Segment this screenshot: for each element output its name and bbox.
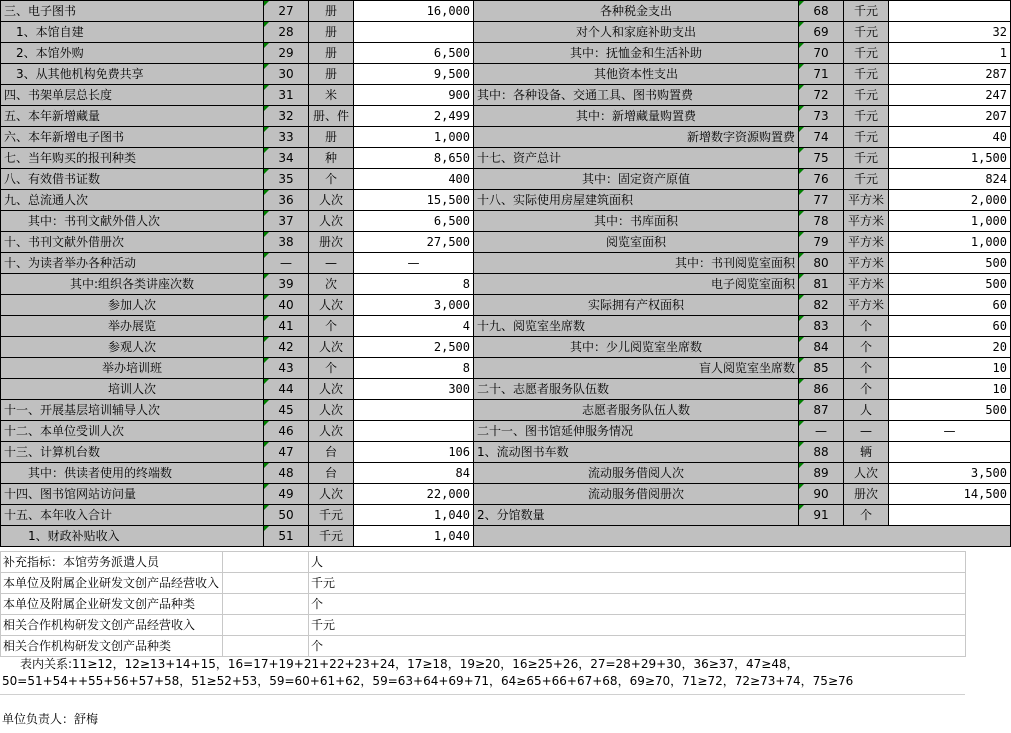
right-code-cell[interactable]: 82 [799, 295, 844, 316]
right-value-cell[interactable]: 500 [889, 400, 1011, 421]
left-code-cell[interactable]: 47 [264, 442, 309, 463]
right-code-cell[interactable]: 86 [799, 379, 844, 400]
right-value-cell[interactable]: 2,000 [889, 190, 1011, 211]
supplement-label-cell: 本单位及附属企业研发文创产品经营收入 [1, 573, 223, 594]
left-code-cell[interactable]: 49 [264, 484, 309, 505]
left-value-cell[interactable]: 1,040 [354, 505, 474, 526]
right-unit-cell[interactable]: 册次 [844, 484, 889, 505]
supplement-label-cell: 相关合作机构研发文创产品种类 [1, 636, 223, 657]
table-row [1, 127, 1011, 148]
right-value-cell[interactable]: 60 [889, 295, 1011, 316]
left-item-name-cell[interactable]: 其中:组织各类讲座次数 [1, 274, 264, 295]
table-row [1, 85, 1011, 106]
left-value-cell[interactable]: 8 [354, 358, 474, 379]
left-code-cell[interactable]: 28 [264, 22, 309, 43]
right-item-name-cell[interactable]: 对个人和家庭补助支出 [474, 22, 799, 43]
table-row [1, 379, 1011, 400]
left-unit-cell[interactable]: 册次 [309, 232, 354, 253]
relations-label: 表内关系: [20, 657, 73, 671]
right-value-cell[interactable]: 20 [889, 337, 1011, 358]
left-value-cell[interactable]: 2,499 [354, 106, 474, 127]
right-unit-cell[interactable]: 个 [844, 358, 889, 379]
left-item-name-cell[interactable]: 七、当年购买的报刊种类 [1, 148, 264, 169]
left-item-name-cell[interactable]: 3、从其他机构免费共享 [1, 64, 264, 85]
right-value-cell[interactable]: 14,500 [889, 484, 1011, 505]
right-code-cell[interactable]: 89 [799, 463, 844, 484]
right-item-name-cell[interactable]: 新增数字资源购置费 [474, 127, 799, 148]
supplement-unit-cell: 人 [309, 552, 966, 573]
supplement-value-cell[interactable] [223, 594, 309, 615]
left-value-cell[interactable] [354, 421, 474, 442]
left-value-cell[interactable]: 6,500 [354, 43, 474, 64]
right-item-name-cell[interactable]: 十八、实际使用房屋建筑面积 [474, 190, 799, 211]
left-value-cell[interactable]: 27,500 [354, 232, 474, 253]
left-code-cell[interactable]: 41 [264, 316, 309, 337]
left-code-cell[interactable]: 38 [264, 232, 309, 253]
right-unit-cell[interactable]: 千元 [844, 1, 889, 22]
left-item-name-cell[interactable]: 十二、本单位受训人次 [1, 421, 264, 442]
left-code-cell[interactable]: 34 [264, 148, 309, 169]
right-unit-cell[interactable]: 千元 [844, 43, 889, 64]
left-item-name-cell[interactable]: 其中：书刊文献外借人次 [1, 211, 264, 232]
supplement-unit-cell: 个 [309, 594, 966, 615]
left-unit-cell[interactable]: 台 [309, 463, 354, 484]
right-value-cell[interactable]: 3,500 [889, 463, 1011, 484]
left-code-cell[interactable]: 35 [264, 169, 309, 190]
left-value-cell[interactable]: 900 [354, 85, 474, 106]
left-code-cell[interactable]: — [264, 253, 309, 274]
left-value-cell[interactable]: 22,000 [354, 484, 474, 505]
table-row [1, 358, 1011, 379]
supplementary-indicators-table [0, 551, 966, 657]
right-item-name-cell[interactable]: 十七、资产总计 [474, 148, 799, 169]
table-row [1, 232, 1011, 253]
right-value-cell[interactable]: 40 [889, 127, 1011, 148]
right-code-cell[interactable]: 76 [799, 169, 844, 190]
supplement-value-cell[interactable] [223, 552, 309, 573]
left-item-name-cell[interactable]: 举办展览 [1, 316, 264, 337]
right-unit-cell[interactable]: 个 [844, 316, 889, 337]
left-item-name-cell[interactable]: 四、书架单层总长度 [1, 85, 264, 106]
table-row [1, 337, 1011, 358]
table-row [1, 43, 1011, 64]
right-item-name-cell[interactable]: 十九、阅览室坐席数 [474, 316, 799, 337]
supplement-row [1, 552, 966, 573]
left-code-cell[interactable]: 44 [264, 379, 309, 400]
right-item-name-cell[interactable]: 其中：新增藏量购置费 [474, 106, 799, 127]
right-code-cell[interactable]: 73 [799, 106, 844, 127]
right-unit-cell[interactable]: 辆 [844, 442, 889, 463]
right-unit-cell[interactable]: 千元 [844, 148, 889, 169]
right-value-cell[interactable]: 500 [889, 274, 1011, 295]
right-code-cell[interactable]: 84 [799, 337, 844, 358]
left-value-cell[interactable]: 9,500 [354, 64, 474, 85]
table-row [1, 463, 1011, 484]
left-unit-cell[interactable]: 种 [309, 148, 354, 169]
left-code-cell[interactable]: 45 [264, 400, 309, 421]
left-item-name-cell[interactable]: 参观人次 [1, 337, 264, 358]
table-row [1, 442, 1011, 463]
table-relations-note [0, 656, 965, 690]
supplement-unit-cell: 千元 [309, 573, 966, 594]
right-value-cell[interactable]: 60 [889, 316, 1011, 337]
left-unit-cell[interactable]: 册、件 [309, 106, 354, 127]
right-code-cell[interactable]: 79 [799, 232, 844, 253]
table-row [1, 316, 1011, 337]
table-row [1, 421, 1011, 442]
left-value-cell[interactable]: 106 [354, 442, 474, 463]
right-unit-cell[interactable]: 千元 [844, 127, 889, 148]
right-value-cell[interactable]: 32 [889, 22, 1011, 43]
right-unit-cell[interactable]: 人次 [844, 463, 889, 484]
right-code-cell[interactable]: — [799, 421, 844, 442]
right-value-cell[interactable] [889, 1, 1011, 22]
left-unit-cell[interactable]: 人次 [309, 421, 354, 442]
right-code-cell[interactable]: 77 [799, 190, 844, 211]
right-item-name-cell[interactable]: 其中：抚恤金和生活补助 [474, 43, 799, 64]
left-unit-cell[interactable]: 个 [309, 316, 354, 337]
right-unit-cell[interactable]: 千元 [844, 22, 889, 43]
table-row [1, 484, 1011, 505]
left-unit-cell[interactable]: 台 [309, 442, 354, 463]
left-unit-cell[interactable]: 个 [309, 169, 354, 190]
right-value-cell[interactable]: 1 [889, 43, 1011, 64]
left-item-name-cell[interactable]: 1、财政补贴收入 [1, 526, 264, 547]
right-item-name-cell[interactable]: 二十、志愿者服务队伍数 [474, 379, 799, 400]
right-value-cell[interactable]: 247 [889, 85, 1011, 106]
left-unit-cell[interactable]: 人次 [309, 211, 354, 232]
left-item-name-cell[interactable]: 九、总流通人次 [1, 190, 264, 211]
table-row [1, 253, 1011, 274]
right-value-cell[interactable]: 1,000 [889, 232, 1011, 253]
supplement-row [1, 573, 966, 594]
right-value-cell[interactable]: 1,500 [889, 148, 1011, 169]
table-row [1, 274, 1011, 295]
left-code-cell[interactable]: 33 [264, 127, 309, 148]
supplement-value-cell[interactable] [223, 573, 309, 594]
table-row [1, 148, 1011, 169]
left-item-name-cell[interactable]: 十四、图书馆网站访问量 [1, 484, 264, 505]
right-code-cell[interactable]: 70 [799, 43, 844, 64]
left-unit-cell[interactable]: 人次 [309, 484, 354, 505]
left-value-cell[interactable]: 4 [354, 316, 474, 337]
left-value-cell[interactable] [354, 400, 474, 421]
supplement-row [1, 594, 966, 615]
right-item-name-cell[interactable]: 二十一、图书馆延伸服务情况 [474, 421, 799, 442]
right-unit-cell[interactable]: 平方米 [844, 211, 889, 232]
left-value-cell[interactable]: 2,500 [354, 337, 474, 358]
right-unit-cell[interactable]: 个 [844, 379, 889, 400]
left-item-name-cell[interactable]: 八、有效借书证数 [1, 169, 264, 190]
left-item-name-cell[interactable]: 举办培训班 [1, 358, 264, 379]
right-item-name-cell[interactable]: 盲人阅览室坐席数 [474, 358, 799, 379]
right-unit-cell[interactable]: 人 [844, 400, 889, 421]
right-unit-cell[interactable]: 千元 [844, 64, 889, 85]
right-code-cell[interactable]: 80 [799, 253, 844, 274]
right-item-name-cell[interactable]: 阅览室面积 [474, 232, 799, 253]
right-unit-cell[interactable]: — [844, 421, 889, 442]
left-item-name-cell[interactable]: 十三、计算机台数 [1, 442, 264, 463]
right-value-cell[interactable]: 500 [889, 253, 1011, 274]
right-unit-cell[interactable]: 平方米 [844, 274, 889, 295]
left-unit-cell[interactable]: 千元 [309, 505, 354, 526]
right-value-cell[interactable]: 287 [889, 64, 1011, 85]
right-item-name-cell[interactable]: 电子阅览室面积 [474, 274, 799, 295]
supplement-value-cell[interactable] [223, 615, 309, 636]
right-value-cell[interactable]: 1,000 [889, 211, 1011, 232]
table-row [1, 400, 1011, 421]
left-item-name-cell[interactable]: 六、本年新增电子图书 [1, 127, 264, 148]
table-row [1, 22, 1011, 43]
left-unit-cell[interactable]: 册 [309, 1, 354, 22]
supplement-label-cell: 相关合作机构研发文创产品经营收入 [1, 615, 223, 636]
left-value-cell[interactable]: 3,000 [354, 295, 474, 316]
right-item-name-cell[interactable]: 其中：书刊阅览室面积 [474, 253, 799, 274]
left-value-cell[interactable]: 1,000 [354, 127, 474, 148]
right-code-cell[interactable]: 78 [799, 211, 844, 232]
right-item-name-cell[interactable]: 其中：书库面积 [474, 211, 799, 232]
left-unit-cell[interactable]: 册 [309, 43, 354, 64]
right-item-name-cell[interactable]: 各种税金支出 [474, 1, 799, 22]
left-unit-cell[interactable]: — [309, 253, 354, 274]
left-item-name-cell[interactable]: 1、本馆自建 [1, 22, 264, 43]
right-value-cell[interactable]: 824 [889, 169, 1011, 190]
table-row [1, 106, 1011, 127]
right-code-cell[interactable]: 83 [799, 316, 844, 337]
right-unit-cell[interactable]: 千元 [844, 106, 889, 127]
right-code-cell[interactable]: 71 [799, 64, 844, 85]
right-item-name-cell[interactable]: 2、分馆数量 [474, 505, 799, 526]
supplement-label-cell: 本单位及附属企业研发文创产品种类 [1, 594, 223, 615]
left-code-cell[interactable]: 40 [264, 295, 309, 316]
footer-divider [0, 694, 965, 695]
right-code-cell[interactable]: 68 [799, 1, 844, 22]
supplement-row [1, 615, 966, 636]
left-unit-cell[interactable]: 米 [309, 85, 354, 106]
table-row [1, 211, 1011, 232]
left-item-name-cell[interactable]: 2、本馆外购 [1, 43, 264, 64]
left-item-name-cell[interactable]: 三、电子图书 [1, 1, 264, 22]
left-code-cell[interactable]: 29 [264, 43, 309, 64]
left-value-cell[interactable]: 6,500 [354, 211, 474, 232]
left-code-cell[interactable]: 42 [264, 337, 309, 358]
table-row [1, 295, 1011, 316]
right-item-name-cell[interactable]: 1、流动图书车数 [474, 442, 799, 463]
left-code-cell[interactable]: 43 [264, 358, 309, 379]
left-code-cell[interactable]: 37 [264, 211, 309, 232]
right-item-name-cell[interactable]: 实际拥有产权面积 [474, 295, 799, 316]
left-unit-cell[interactable]: 人次 [309, 190, 354, 211]
supplement-unit-cell: 个 [309, 636, 966, 657]
right-unit-cell[interactable]: 平方米 [844, 190, 889, 211]
right-unit-cell[interactable]: 个 [844, 337, 889, 358]
right-code-cell[interactable]: 81 [799, 274, 844, 295]
left-value-cell[interactable]: 16,000 [354, 1, 474, 22]
right-unit-cell[interactable]: 平方米 [844, 253, 889, 274]
right-item-name-cell[interactable]: 其他资本性支出 [474, 64, 799, 85]
left-item-name-cell[interactable]: 其中：供读者使用的终端数 [1, 463, 264, 484]
left-item-name-cell[interactable]: 十、书刊文献外借册次 [1, 232, 264, 253]
left-item-name-cell[interactable]: 五、本年新增藏量 [1, 106, 264, 127]
right-item-name-cell[interactable]: 流动服务借阅人次 [474, 463, 799, 484]
left-item-name-cell[interactable]: 培训人次 [1, 379, 264, 400]
right-unit-cell[interactable]: 千元 [844, 85, 889, 106]
left-unit-cell[interactable]: 人次 [309, 379, 354, 400]
left-item-name-cell[interactable]: 十、为读者举办各种活动 [1, 253, 264, 274]
right-code-cell[interactable]: 88 [799, 442, 844, 463]
right-value-cell[interactable] [889, 442, 1011, 463]
table-row [1, 1, 1011, 22]
right-unit-cell[interactable]: 千元 [844, 169, 889, 190]
supplement-unit-cell: 千元 [309, 615, 966, 636]
left-code-cell[interactable]: 32 [264, 106, 309, 127]
left-item-name-cell[interactable]: 十五、本年收入合计 [1, 505, 264, 526]
right-value-cell[interactable]: 10 [889, 379, 1011, 400]
left-unit-cell[interactable]: 册 [309, 127, 354, 148]
left-value-cell[interactable]: 8 [354, 274, 474, 295]
right-code-cell[interactable]: 91 [799, 505, 844, 526]
right-code-cell[interactable]: 75 [799, 148, 844, 169]
left-value-cell[interactable]: 400 [354, 169, 474, 190]
right-code-cell[interactable]: 72 [799, 85, 844, 106]
left-value-cell[interactable]: — [354, 253, 474, 274]
table-row [1, 64, 1011, 85]
left-code-cell[interactable]: 51 [264, 526, 309, 547]
left-code-cell[interactable]: 36 [264, 190, 309, 211]
left-unit-cell[interactable]: 人次 [309, 400, 354, 421]
left-code-cell[interactable]: 30 [264, 64, 309, 85]
relations-text: 11≥12，12≥13+14+15，16=17+19+21+22+23+24，17≥18，19≥20，16≥25+26，27=28+29+30，36≥37，47≥48，50=51+54++55+56+57+58，51≥52+53，59=60+61+62，59=63+64+69+71，64≥65+66+67+68，69≥70，71≥72，72≥73+74，75≥76 [2, 657, 854, 688]
left-value-cell[interactable]: 15,500 [354, 190, 474, 211]
left-unit-cell[interactable]: 个 [309, 358, 354, 379]
right-unit-cell[interactable]: 平方米 [844, 295, 889, 316]
left-code-cell[interactable]: 39 [264, 274, 309, 295]
right-item-name-cell[interactable]: 志愿者服务队伍人数 [474, 400, 799, 421]
left-unit-cell[interactable]: 人次 [309, 295, 354, 316]
table-row [1, 190, 1011, 211]
right-code-cell[interactable]: 87 [799, 400, 844, 421]
left-unit-cell[interactable]: 人次 [309, 337, 354, 358]
left-unit-cell[interactable]: 册 [309, 64, 354, 85]
left-code-cell[interactable]: 48 [264, 463, 309, 484]
supplement-value-cell[interactable] [223, 636, 309, 657]
right-value-cell[interactable] [889, 505, 1011, 526]
right-item-name-cell[interactable]: 其中：少儿阅览室坐席数 [474, 337, 799, 358]
left-value-cell[interactable]: 84 [354, 463, 474, 484]
left-value-cell[interactable]: 8,650 [354, 148, 474, 169]
table-row [1, 526, 1011, 547]
left-item-name-cell[interactable]: 参加人次 [1, 295, 264, 316]
left-value-cell[interactable] [354, 22, 474, 43]
right-value-cell[interactable]: — [889, 421, 1011, 442]
right-item-name-cell[interactable]: 其中：各种设备、交通工具、图书购置费 [474, 85, 799, 106]
left-item-name-cell[interactable]: 十一、开展基层培训辅导人次 [1, 400, 264, 421]
right-unit-cell[interactable]: 个 [844, 505, 889, 526]
left-unit-cell[interactable]: 册 [309, 22, 354, 43]
right-unit-cell[interactable]: 平方米 [844, 232, 889, 253]
table-row [1, 505, 1011, 526]
supplement-row [1, 636, 966, 657]
blank-right-cell [474, 526, 1011, 547]
right-value-cell[interactable]: 207 [889, 106, 1011, 127]
left-unit-cell[interactable]: 次 [309, 274, 354, 295]
left-value-cell[interactable]: 1,040 [354, 526, 474, 547]
right-code-cell[interactable]: 85 [799, 358, 844, 379]
left-code-cell[interactable]: 27 [264, 1, 309, 22]
right-code-cell[interactable]: 90 [799, 484, 844, 505]
left-code-cell[interactable]: 50 [264, 505, 309, 526]
unit-head-signature: 单位负责人：舒梅 [2, 712, 99, 726]
left-code-cell[interactable]: 46 [264, 421, 309, 442]
supplement-label-cell: 补充指标：本馆劳务派遣人员 [1, 552, 223, 573]
right-item-name-cell[interactable]: 其中：固定资产原值 [474, 169, 799, 190]
left-unit-cell[interactable]: 千元 [309, 526, 354, 547]
left-code-cell[interactable]: 31 [264, 85, 309, 106]
right-code-cell[interactable]: 69 [799, 22, 844, 43]
table-row [1, 169, 1011, 190]
right-code-cell[interactable]: 74 [799, 127, 844, 148]
right-value-cell[interactable]: 10 [889, 358, 1011, 379]
left-value-cell[interactable]: 300 [354, 379, 474, 400]
right-item-name-cell[interactable]: 流动服务借阅册次 [474, 484, 799, 505]
